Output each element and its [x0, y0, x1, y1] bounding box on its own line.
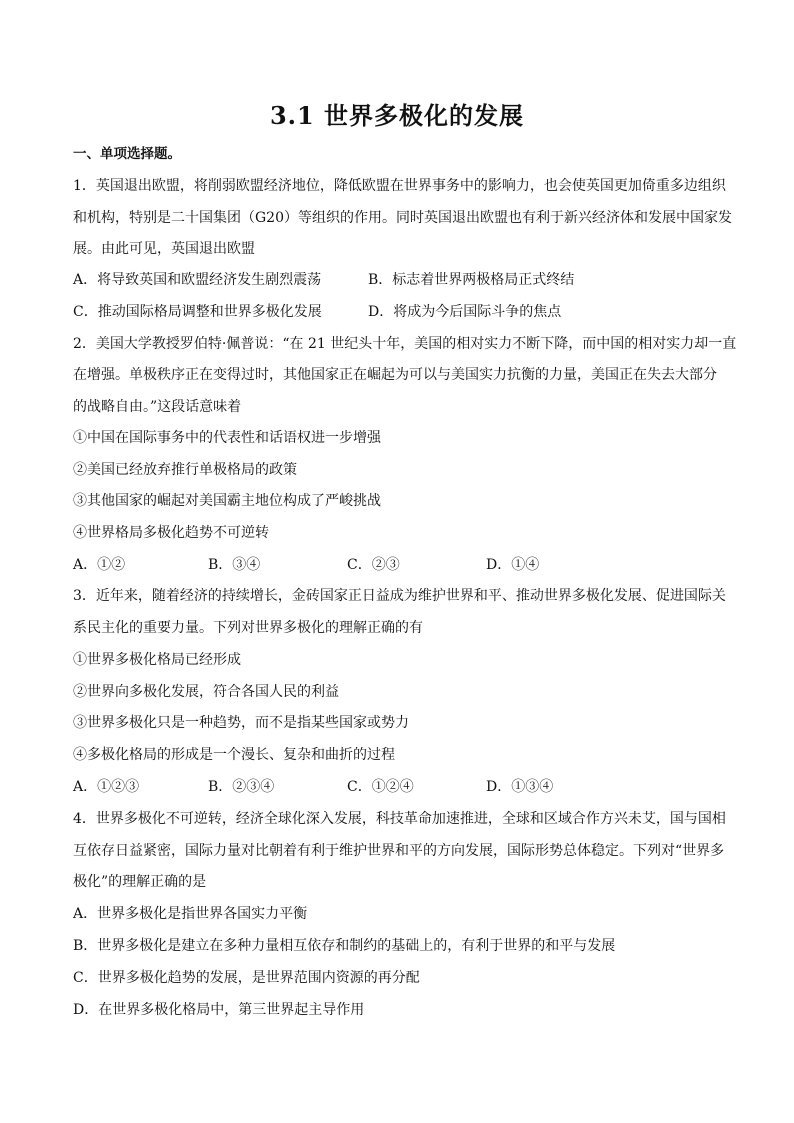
q3-option-b: B．②③④: [208, 779, 275, 795]
q4-option-c: C．世界多极化趋势的发展，是世界范围内资源的再分配: [73, 970, 420, 986]
q1-option-c: C．推动国际格局调整和世界多极化发展: [73, 304, 322, 320]
q4-stem-line: 4．世界多极化不可逆转，经济全球化深入发展，科技革命加速推进，全球和区域合作方兴未艾，国与国相: [73, 811, 726, 827]
q3-stem-line: 3．近年来，随着经济的持续增长，金砖国家正日益成为维护世界和平、推动世界多极化发展、促进国际关: [73, 588, 726, 604]
q2-statement: ③其他国家的崛起对美国霸主地位构成了严峻挑战: [73, 493, 381, 509]
q3-option-a: A．①②③: [73, 779, 140, 795]
q1-option-d: D．将成为今后国际斗争的焦点: [368, 304, 562, 320]
q2-stem-line: 2．美国大学教授罗伯特·佩普说：“在 21 世纪头十年，美国的相对实力不断下降，而中国的相对实力却一直: [73, 336, 737, 352]
q4-option-d: D．在世界多极化格局中，第三世界起主导作用: [73, 1002, 365, 1018]
q2-statement: ④世界格局多极化趋势不可逆转: [73, 525, 269, 541]
q2-statement: ①中国在国际事务中的代表性和话语权进一步增强: [73, 430, 381, 446]
q2-option-d: D．①④: [486, 557, 540, 573]
q2-option-b: B．③④: [208, 557, 261, 573]
q2-statement: ②美国已经放弃推行单极格局的政策: [73, 462, 297, 478]
q2-option-c: C．②③: [347, 557, 400, 573]
q1-option-a: A．将导致英国和欧盟经济发生剧烈震荡: [73, 272, 322, 288]
q4-stem-line: 极化”的理解正确的是: [73, 874, 207, 890]
q3-statement: ①世界多极化格局已经形成: [73, 652, 241, 668]
q2-option-a: A．①②: [73, 557, 126, 573]
q3-option-d: D．①③④: [486, 779, 554, 795]
q4-option-a: A．世界多极化是指世界各国实力平衡: [73, 906, 308, 922]
section-heading: 一、单项选择题。: [73, 146, 181, 162]
q1-stem-line: 和机构，特别是二十国集团（G20）等组织的作用。同时英国退出欧盟也有利于新兴经济体和发展中国家发: [73, 210, 732, 226]
q1-stem-line: 展。由此可见，英国退出欧盟: [73, 241, 255, 257]
q3-option-c: C．①②④: [347, 779, 414, 795]
q1-stem-line: 1．英国退出欧盟，将削弱欧盟经济地位，降低欧盟在世界事务中的影响力，也会使英国更加倚重多边组织: [73, 178, 726, 194]
q3-statement: ④多极化格局的形成是一个漫长、复杂和曲折的过程: [73, 747, 395, 763]
q3-stem-line: 系民主化的重要力量。下列对世界多极化的理解正确的有: [73, 620, 423, 636]
page-title: 3.1 世界多极化的发展: [269, 101, 525, 130]
q3-statement: ③世界多极化只是一种趋势，而不是指某些国家或势力: [73, 715, 409, 731]
q4-stem-line: 互依存日益紧密，国际力量对比朝着有利于维护世界和平的方向发展，国际形势总体稳定。下列对“世界多: [73, 843, 725, 859]
q2-stem-line: 在增强。单极秩序正在变得过时，其他国家正在崛起为可以与美国实力抗衡的力量，美国正在失去大部分: [73, 367, 717, 383]
q2-stem-line: 的战略自由。”这段话意味着: [73, 399, 242, 415]
q1-option-b: B．标志着世界两极格局正式终结: [368, 272, 575, 288]
q3-statement: ②世界向多极化发展，符合各国人民的利益: [73, 684, 339, 700]
q4-option-b: B．世界多极化是建立在多种力量相互依存和制约的基础上的，有利于世界的和平与发展: [73, 938, 616, 954]
